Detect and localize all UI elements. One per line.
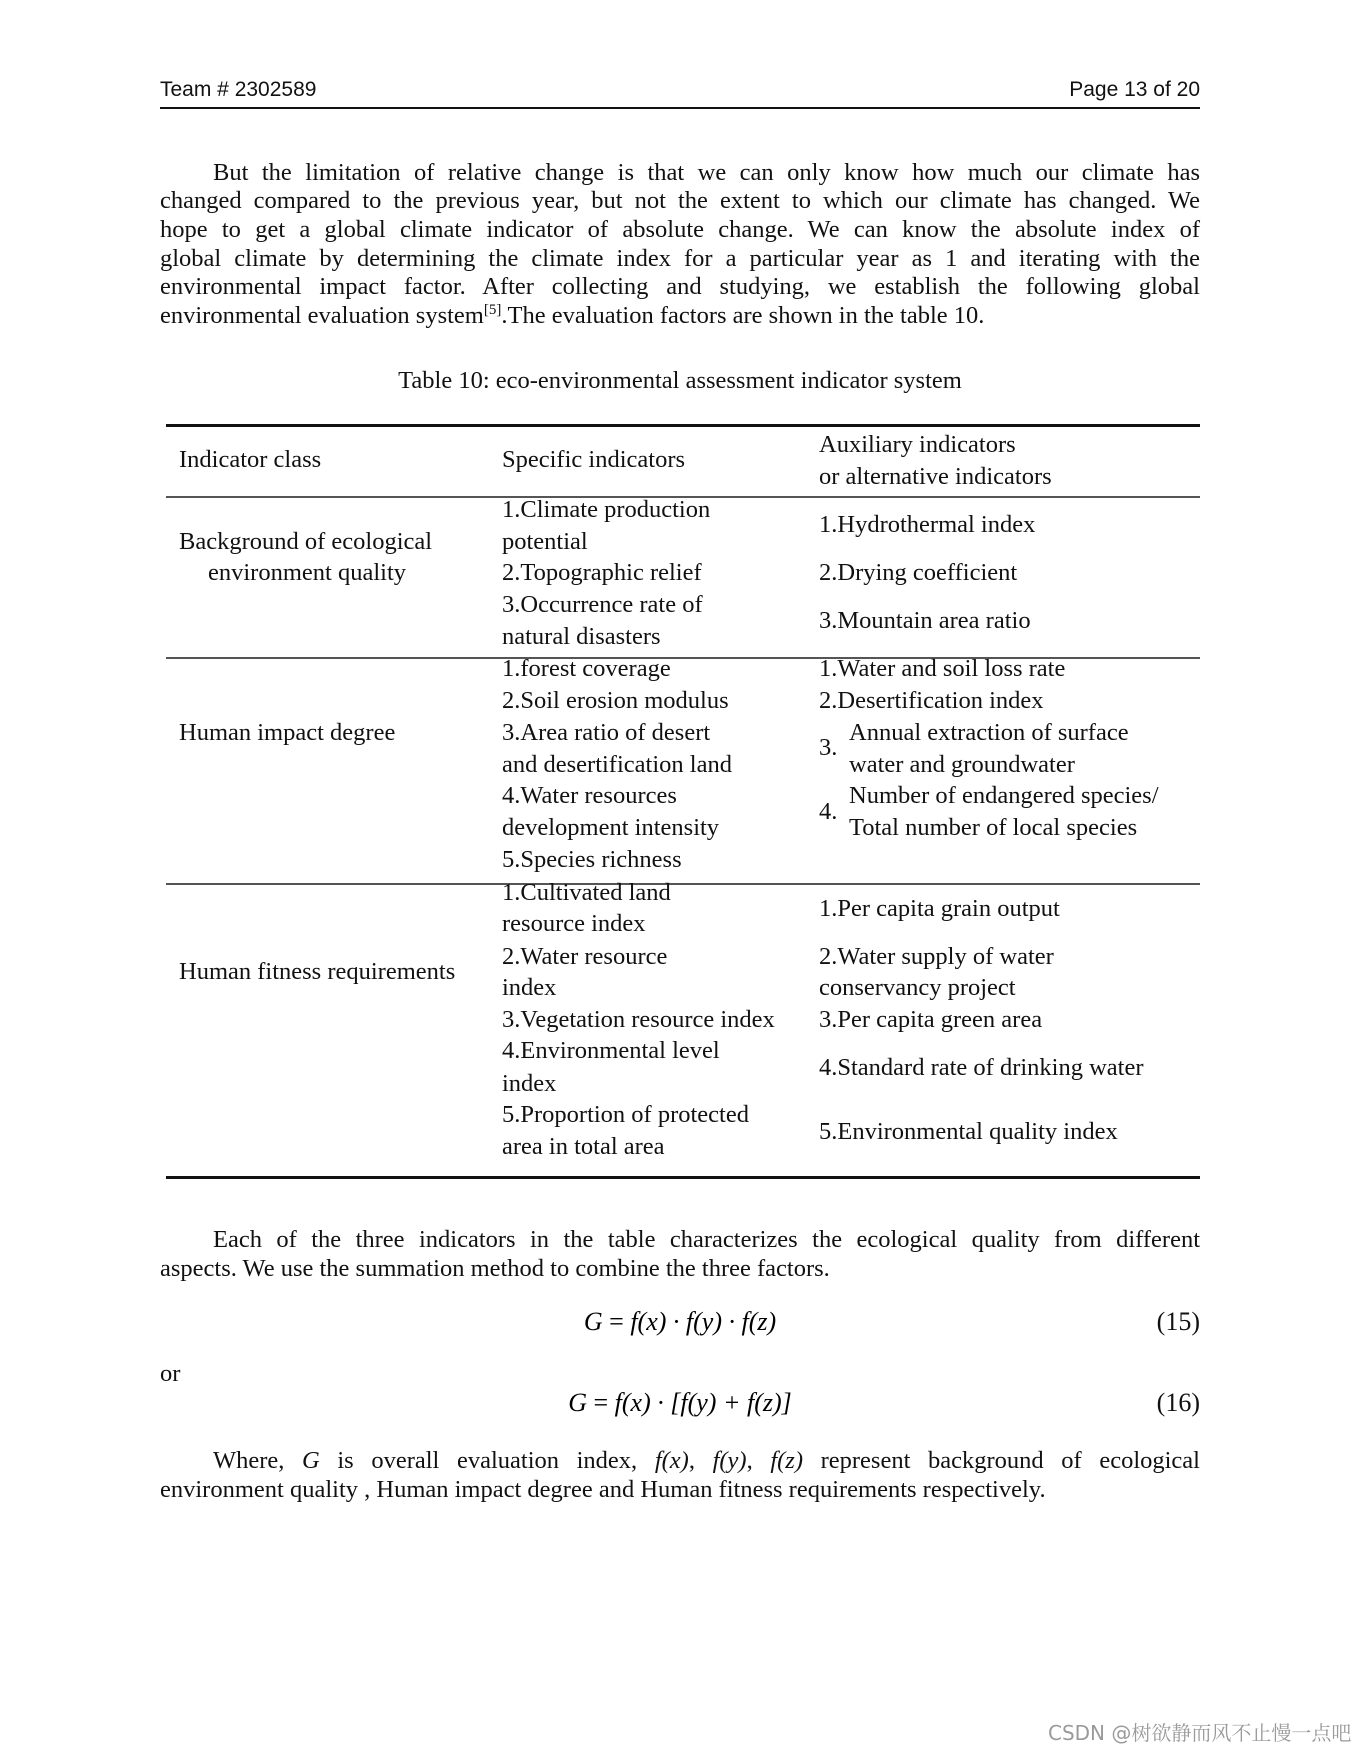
equation-body: G = f(x) · f(y) · f(z) — [583, 1307, 777, 1336]
auxiliary-indicator-text: 4.Standard rate of drinking water — [819, 1054, 1144, 1081]
column-header-specific-indicators: Specific indicators — [502, 446, 686, 473]
text-span: Where, — [213, 1447, 303, 1474]
auxiliary-indicator-text: 3.Per capita green area — [819, 1006, 1043, 1033]
auxiliary-indicator-text: 2.Desertification index — [819, 687, 1044, 714]
equation-lhs: G — [583, 1307, 603, 1336]
auxiliary-indicator-text: conservancy project — [819, 974, 1016, 1001]
paragraph-line: But the limitation of relative change is that we can only know how much our climate has — [213, 159, 1200, 186]
paragraph-line: Each of the three indicators in the table characterizes the ecological quality from different — [213, 1226, 1200, 1253]
equation-number: (15) — [1156, 1307, 1200, 1336]
auxiliary-indicator-text: 2.Drying coefficient — [819, 559, 1018, 586]
or-text: or — [160, 1360, 181, 1387]
watermark: CSDN @树欲静而风不止慢一点吧 — [1048, 1721, 1352, 1745]
specific-indicator-text: 4.Water resources — [502, 782, 677, 809]
auxiliary-indicator-text: Number of endangered species/ — [849, 782, 1159, 809]
indicator-class-text: Human fitness requirements — [179, 958, 456, 985]
equation-lhs: G — [568, 1388, 587, 1417]
paragraph-line — [160, 302, 984, 330]
specific-indicator-text: 5.Species richness — [502, 846, 682, 873]
auxiliary-indicator-text: 1.Per capita grain output — [819, 895, 1060, 922]
indicator-class-text: Background of ecological — [179, 528, 433, 555]
table-caption: Table 10: eco-environmental assessment indicator system — [398, 367, 962, 394]
math-fz: f(z) — [770, 1447, 803, 1474]
text-span: .The evaluation factors are shown in the table 10. — [501, 302, 985, 329]
specific-indicator-text: 3.Vegetation resource index — [502, 1006, 775, 1033]
paragraph-line: aspects. We use the summation method to combine the three factors. — [160, 1255, 830, 1282]
auxiliary-indicator-text: 5.Environmental quality index — [819, 1118, 1118, 1145]
text-span: represent background of ecological — [802, 1447, 1200, 1474]
text-span: environmental evaluation system — [160, 302, 484, 329]
specific-indicator-text: 5.Proportion of protected — [502, 1101, 749, 1128]
specific-indicator-text: index — [502, 1070, 557, 1097]
specific-indicator-text: 4.Environmental level — [502, 1037, 720, 1064]
column-header-indicator-class: Indicator class — [179, 446, 322, 473]
specific-indicator-text: 2.Water resource — [502, 943, 668, 970]
math-symbol-G: G — [302, 1447, 320, 1474]
header-rule — [160, 107, 1200, 109]
specific-indicator-text: 3.Occurrence rate of — [502, 591, 703, 618]
column-header-auxiliary-line1: Auxiliary indicators — [819, 431, 1016, 458]
table-bottom-rule — [166, 1176, 1200, 1179]
equation-body: G = f(x) · [f(y) + f(z)] — [568, 1388, 792, 1417]
header-team-number: Team # 2302589 — [160, 78, 317, 101]
equation-rhs: f(x) · [f(y) + f(z)] — [614, 1388, 792, 1417]
specific-indicator-text: and desertification land — [502, 751, 732, 778]
auxiliary-indicator-text: Annual extraction of surface — [849, 719, 1129, 746]
specific-indicator-text: potential — [502, 528, 588, 555]
text-span: , — [688, 1447, 713, 1474]
specific-indicator-text: 1.forest coverage — [502, 655, 671, 682]
specific-indicator-text: natural disasters — [502, 623, 661, 650]
table-section-rule — [166, 883, 1200, 885]
equation-rhs: f(x) · f(y) · f(z) — [630, 1307, 777, 1336]
auxiliary-indicator-text: water and groundwater — [849, 751, 1075, 778]
specific-indicator-text: 3.Area ratio of desert — [502, 719, 711, 746]
table-top-rule — [166, 424, 1200, 427]
paragraph-line: changed compared to the previous year, but not the extent to which our climate has changed. We — [160, 187, 1200, 214]
auxiliary-indicator-text: 1.Hydrothermal index — [819, 511, 1036, 538]
auxiliary-indicator-text: 3.Mountain area ratio — [819, 607, 1031, 634]
specific-indicator-text: 1.Cultivated land — [502, 879, 671, 906]
auxiliary-indicator-text: 2.Water supply of water — [819, 943, 1054, 970]
paragraph-line: global climate by determining the climate index for a particular year as 1 and iterating with the — [160, 245, 1200, 272]
text-span: is overall evaluation index, — [319, 1447, 655, 1474]
header-page-number: Page 13 of 20 — [1069, 78, 1200, 101]
indicator-class-text: Human impact degree — [179, 719, 396, 746]
equation-15 — [160, 1306, 1200, 1338]
paragraph-line — [213, 1447, 1200, 1475]
paragraph-line: hope to get a global climate indicator of absolute change. We can know the absolute index of — [160, 216, 1200, 243]
equation-number: (16) — [1156, 1388, 1200, 1417]
specific-indicator-text: 2.Topographic relief — [502, 559, 702, 586]
specific-indicator-text: development intensity — [502, 814, 720, 841]
text-span: , — [746, 1447, 771, 1474]
paragraph-line: environmental impact factor. After collecting and studying, we establish the following global — [160, 273, 1200, 300]
equation-16 — [160, 1387, 1200, 1419]
auxiliary-indicator-text: 1.Water and soil loss rate — [819, 655, 1066, 682]
math-fx: f(x) — [654, 1447, 689, 1474]
auxiliary-item-number: 3. — [819, 734, 838, 761]
paragraph-line: environment quality , Human impact degree and Human fitness requirements respectively. — [160, 1476, 1046, 1503]
specific-indicator-text: area in total area — [502, 1133, 665, 1160]
indicator-class-text: environment quality — [208, 559, 406, 586]
citation-reference[interactable]: [5] — [483, 302, 502, 318]
math-fy: f(y) — [712, 1447, 747, 1474]
specific-indicator-text: 2.Soil erosion modulus — [502, 687, 729, 714]
auxiliary-item-number: 4. — [819, 798, 838, 825]
specific-indicator-text: 1.Climate production — [502, 496, 711, 523]
specific-indicator-text: index — [502, 974, 557, 1001]
auxiliary-indicator-text: Total number of local species — [849, 814, 1138, 841]
specific-indicator-text: resource index — [502, 910, 646, 937]
column-header-auxiliary-line2: or alternative indicators — [819, 463, 1052, 490]
